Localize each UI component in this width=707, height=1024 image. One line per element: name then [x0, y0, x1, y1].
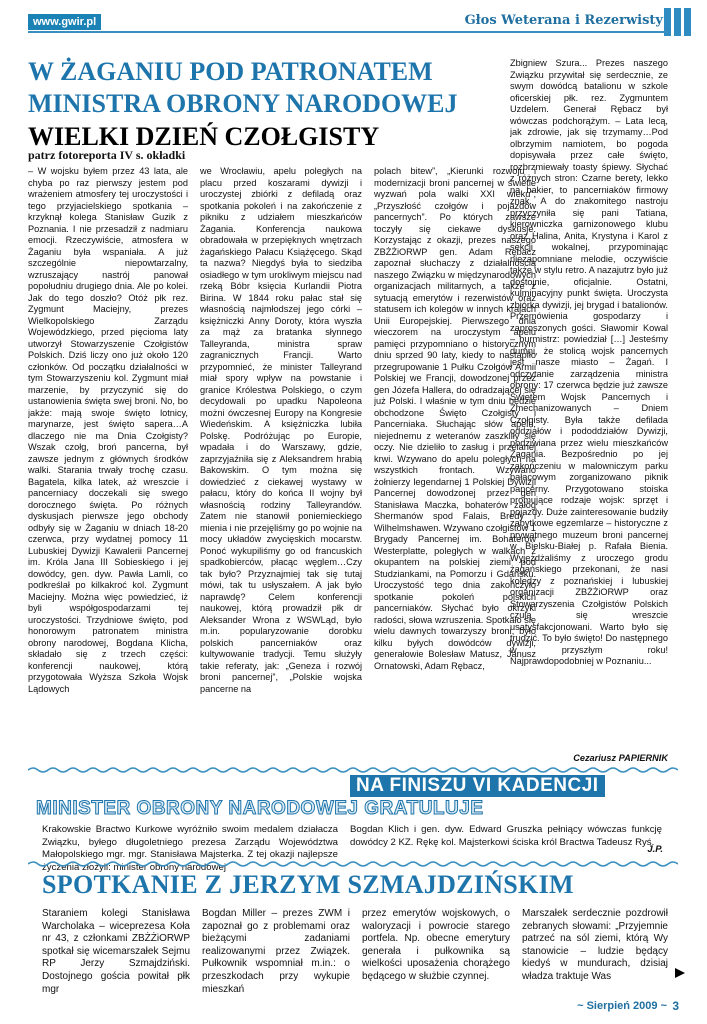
article-subtitle: patrz fotoreporta IV s. okładki: [28, 148, 186, 162]
article-column-1: – W wojsku byłem przez 43 lata, ale chyba po raz pierwszy jestem pod wrażeniem atmosfery tej uroczystości i tego przyjacielskiego spotkania – krzyknął kolega Stanisław Guzik z Poznania. I nie przesadził z nadmiaru emocji. Rzeczywiście, atmosfera w Żaganiu była wspaniała. A już szczególnie niepowtarzalny, wzruszający nastrój panował popołudniu drugiego dnia. Ale po kolei. Jak do tego doszło? Otóż płk rez. Zygmunt Maciejny, prezes Wielkopolskiego Zarządu Wojewódzkiego, przed pięcioma laty utworzył Stowarzyszenie Czołgistów Polskich. Dziś liczy ono już około 120 członków. Od początku działalności w tym Stowarzyszeniu kol. Zygmunt miał marzenie, by przyczynić się do ustanowienia święta swej broni. No, bo jakże: mają swoje święto lotnicy, marynarze, jest święto sapera…A dlaczego nie ma Dnia Czołgisty? Wszak czołg, broń pancerna, był zawsze jednym z głównych środków walki. Starania trwały trochę czasu. Bagatela, kilka latek, aż wreszcie i pancerniacy doczekali się swego dorocznego święta. Po różnych dyskusjach pierwsze jego obchody odbyły się w Żaganiu w dniach 18-20 czerwca, przy wydatnej pomocy 11 Lubuskiej Dywizji Kawalerii Pancernej im. Króla Jana III Sobieskiego i jej dowódcy, gen. dyw. Pawła Lamli, co podkreślał po kilkakroć kol. Zygmunt Maciejny. Można więc powiedzieć, iż byli współgospodarzami tej uroczystości. Trzydniowe święto, pod honorowym patronatem ministra obrony narodowej, Bogdana Klicha, składało się z trzech części: konferencji naukowej, którą przygotowała Wyższa Szkoła Wojsk Lądowych: [28, 166, 188, 694]
magazine-title: Głos Weterana i Rezerwisty: [464, 13, 663, 28]
congrats-right-text: Bogdan Klich i gen. dyw. Edward Gruszka pełniący wówczas funkcję dowódcy 2 KZ. Rękę kol. Majsterkowi ściska król Bractwa Tadeusz Ryś.: [350, 824, 662, 848]
article-title-line1: W ŻAGANIU POD PATRONATEM: [28, 57, 433, 86]
article-title-line2: MINISTRA OBRONY NARODOWEJ: [28, 89, 458, 118]
article-title-line3: WIELKI DZIEŃ CZOŁGISTY: [28, 122, 380, 151]
header-rule: [28, 31, 668, 33]
continue-arrow-icon: [675, 968, 685, 978]
congrats-title: MINISTER OBRONY NARODOWEJ GRATULUJE: [36, 798, 484, 819]
congrats-left-text: Krakowskie Bractwo Kurkowe wyróżniło swoim medalem działacza Związku, byłego długoletniego prezesa Zarządu Województwa Małopolskiego mgr. mgr. Stanisława Majsterka. Z tej okazji najlepsze życzenia złożyli: minister obrony narodowej: [42, 824, 338, 873]
meeting-column-4: Marszałek serdecznie pozdrowił zebranych słowami: „Przyjemnie patrzeć na sól ziemi, którą Wy stanowicie – ludzie będący kiedyś w mundurach, dzisiaj władza traktuje Was: [522, 908, 668, 982]
kadencja-banner: NA FINISZU VI KADENCJI: [350, 775, 605, 797]
meeting-title: SPOTKANIE Z JERZYM SZMAJDZIŃSKIM: [42, 870, 574, 899]
wavy-divider-top: [28, 766, 678, 774]
footer-date: ~ Sierpień 2009 ~: [577, 1000, 667, 1012]
header-bars-decoration: [664, 8, 691, 36]
congrats-initials: J.P.: [647, 844, 663, 855]
site-url[interactable]: www.gwir.pl: [28, 14, 101, 30]
page-number: 3: [672, 999, 679, 1013]
article-column-4: Zbigniew Szura... Prezes naszego Związku przywitał się serdecznie, ze swym dowódcą batalionu w szkole oficerskiej płk. rez. Zygmuntem Uzdelem. Generał Rębacz był wówczas podchorążym. – Lata lecą, jak zdrowie, jak się trzymamy…Pod olbrzymim namiotem, bo pogoda dopisywała przez całe święto, rozbrzmiewały toasty śpiewy. Słychać z różnych stron: Czarne berety, lekko na bakier, to pancerniaków firmowy znak. A do znakomitego nastroju przyczyniła się pani Tatiana, kierowniczka garnizonowego klubu oraz Halina, Anita, Krystyna i Karol z sekcji wokalnej, przypominając niezapomniane melodie, oczywiście także w stylu retro. A nazajutrz było już dostojnie, oficjalnie. Ostatni, kulminacyjny punkt święta. Uroczysta zbiórka dywizji, jej brygad i batalionów. Przemówienia gospodarzy i zaproszonych gości. Sławomir Kowal – burmistrz: powiedział […] Jesteśmy dumni, że stolicą wojsk pancernych jest nasze miasto – Żagań. I odczytanie zarządzenia ministra obrony: 17 czerwca będzie już zawsze Świętem Wojsk Pancernych i Zmechanizowanych – Dniem Czołgisty. Była także defilada oddziałów i pododdziałów Dywizji, podziwiana przez wielu mieszkańców Żagania. Bezpośrednio po jej zakończeniu w malowniczym parku pałacowym zorganizowano piknik pancerny. Przygotowano stoiska promujące rodzaje wojsk: sprzęt i pojazdy. Duże zainteresowanie budziły zabytkowe egzemlarze – historyczne z prywatnego muzeum broni pancernej w Bielsku-Białej p. Rafała Bienia. Wyjeżdżaliśmy z uroczego grodu żagańskiego przekonani, że nasi koledzy z poznańskiej i lubuskiej organizacji ZBŻŻiORWP oraz Stowarzyszenia Czołgistów Polskich czują się wreszcie usatysfakcjonowani. Warto było się trudzić. To było święto! Do następnego w przyszłym roku! Najprawdopodobniej w Poznaniu...: [510, 58, 668, 666]
article-signature: Cezariusz PAPIERNIK: [573, 753, 668, 763]
meeting-column-3: przez emerytów wojskowych, o waloryzacji i powrocie starego portfela. Np. obecne emerytury generała i pułkownika są wielkości uposażenia chorążego będącego w służbie czynnej.: [362, 908, 510, 982]
wavy-divider-bottom: [28, 860, 678, 868]
meeting-column-2: Bogdan Miller – prezes ZWM i zapoznał go z problemami oraz bieżącymi zadaniami realizowanymi przez Związek. Pułkownik wspomniał m.in.: o przeszkodach przy wykupie mieszkań: [202, 908, 350, 995]
article-column-2: we Wrocławiu, apelu poległych na placu przed koszarami dywizji i uroczystej zbiórki z defiladą oraz spotkania pokoleń i na zakończenie z pikniku z udziałem mieszkańców Żagania. Konferencja naukowa obradowała w przepięknych wnętrzach żagańskiego Pałacu Książęcego. Skąd ta nazwa? Niegdyś była to siedziba osiadłego w tym urokliwym miejscu nad rzeką Bóbr księcia Kurlandii Piotra Birina. W 1844 roku pałac stał się własnością najmłodszej jego córki – księżniczki Anny Doroty, która wyszła za mąż za bratanka słynnego Talleyranda, ministra spraw zagranicznych Francji. Warto przypomnieć, że minister Talleyrand miał spory wpływ na powstanie i granice Królestwa Polskiego, o czym decydowali po upadku Napoleona możni ówczesnej Europy na Kongresie Wiedeńskim. A księżniczka lubiła Polskę. Podróżując po Europie, wpadała i do Warszawy, gdzie, zaprzyjaźniła się z Aleksandrem hrabią Bakowskim. O tym można się dowiedzieć z ciekawej wystawy w pałacu, który do końca II wojny był własnością rodziny Talleyrandów. Zatem nie stanowił poniemieckiego mienia i nie przejęliśmy go po wojnie na mocy układów zwycięskich mocarstw. Ponoć wykupiliśmy go od francuskich spadkobierców, płacąc węglem…Czy tak było? Przyznajmiej tak się tutaj mówi, tak tu usłyszałem. A jak było naprawdę? Celem konferencji naukowej, którą prowadził płk dr Aleksander Wrona z WSWLąd, było m.in. popularyzowanie dorobku polskich pancerniaków oraz kultywowanie tradycji. Temu służyły takie referaty, jak: „Geneza i rozwój broni pancernej”, „Polskie wojska pancerne na: [200, 166, 362, 694]
meeting-column-1: Staraniem kolegi Stanisława Warcholaka – wiceprezesa Koła nr 43, z członkami ZBŻŻiORWP spotkał się wicemarszałek Sejmu RP Jerzy Szmajdziński. Dostojnego gościa powitał płk mgr: [42, 908, 190, 995]
article-column-3: polach bitew”, „Kierunki rozwoju i modernizacji broni pancernej w świetle wyzwań pola walki XXI wieku”, „Przyszłość czołgów i pojazdów pancernych”. Po których zawsze toczyły się ciekawe dyskusje. Korzystając z okazji, prezes naszego ZBŻŻiORWP gen. Adam Rębacz zapoznał słuchaczy z działalnością naszego Związku w międzynarodowych organizacjach militarnych, a także z sytuacją emerytów i rezerwistów oraz statusem ich kolegów w innych krajach Unii Europejskiej. Pierwszego dnia wieczorem na uroczystym apelu pamięci przypomniano o historycznym dniu sprzed 90 laty, kiedy to nastąpiło przegrupowanie 1 Pułku Czołgów Armii Polskiej we Francji, dowodzonej przez gen Józefa Hallera, do odradzającej się już Polski. I właśnie w tym dniu będzie obchodzone Święto Czołgisty i Pancerniaka. Słuchając słów apelu, niejednemu z weteranów zaszkliły się oczy. Nie dzieliło to zasług i przelanej krwi. Wzywano do apelu poległych na wszystkich frontach. Wzywano żołnierzy legendarnej 1 Polskiej Dywizji Pancernej dowodzonej przez gen Stanisława Maczka, bohaterów załóg Shermanów spod Falais, Bredy i Wilhelmshawen. Wzywano czołgistów 1 Brygady Pancernej im. Bohaterów Westerplatte, poległych w walkach z okupantem na polskiej ziemi pod Studziankami, na Pomorzu i Gdańsku. Uroczystość tego dnia zakończyło spotkanie pokoleń polskich pancerniaków. Słychać było okrzyki radości, słowa wzruszenia. Spotkało się wielu dawnych towarzyszy broni, było kilku byłych dowódców dywizji, generałowie Bolesław Matusz, Janusz Ornatowski, Adam Rębacz,: [374, 166, 536, 671]
